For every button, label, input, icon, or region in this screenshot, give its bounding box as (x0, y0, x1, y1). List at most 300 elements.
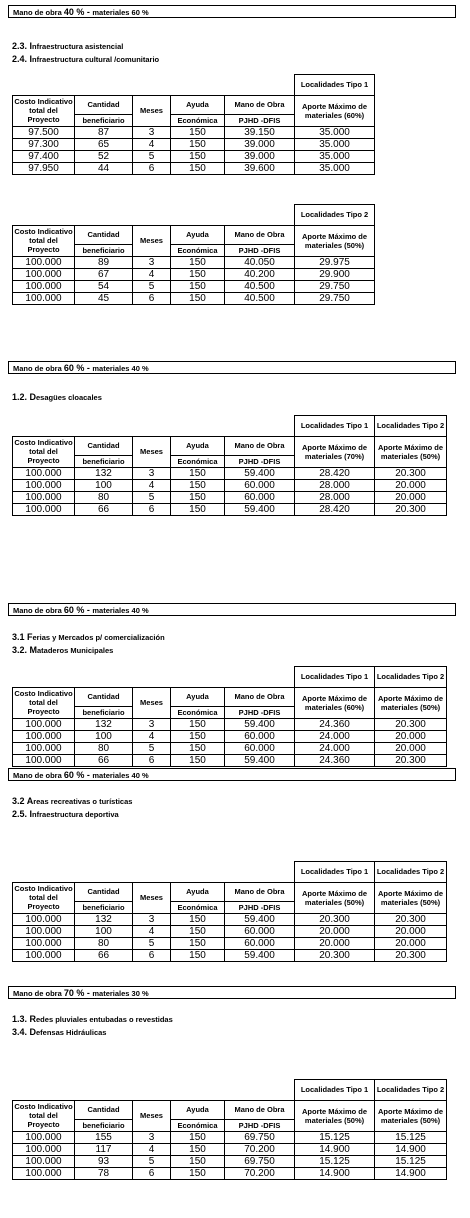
col-costo-header: Costo Indicativo total del Proyecto (14, 1102, 73, 1129)
col-aporte-header: Aporte Máximo de materiales (60%) (295, 687, 375, 718)
table-cell: 150 (171, 467, 225, 479)
header-labor-percent: 40 % - (63, 7, 93, 17)
table-cell: 150 (171, 937, 225, 949)
table-cell: 20.300 (375, 718, 447, 730)
table-cell: 150 (171, 292, 225, 304)
table-cell: 78 (75, 1167, 133, 1179)
col-aporte-header: Aporte Máximo de materiales (60%) (295, 95, 375, 126)
subtitle-number: 2.4. (12, 54, 30, 64)
localidades-header: Localidades Tipo 1 (295, 862, 375, 883)
localidades-header: Localidades Tipo 2 (375, 667, 447, 688)
table-cell: 54 (75, 280, 133, 292)
table-cell: 150 (171, 138, 225, 150)
col-meses-header: Meses (133, 882, 171, 913)
col-mano-obra-header: Mano de Obra (225, 687, 295, 706)
data-table (12, 415, 447, 516)
section-header (8, 5, 456, 18)
table-cell: 3 (133, 126, 171, 138)
table-cell: 5 (133, 280, 171, 292)
subtitle-text: nfraestructura cultural /comunitario (32, 55, 160, 64)
table-cell: 150 (171, 913, 225, 925)
table-cell: 20.000 (375, 742, 447, 754)
table-cell: 24.000 (295, 730, 375, 742)
localidades-header: Localidades Tipo 1 (295, 667, 375, 688)
table-cell: 150 (171, 150, 225, 162)
table-cell: 40.200 (225, 268, 295, 280)
table-cell: 69.750 (225, 1131, 295, 1143)
header-row (13, 687, 447, 706)
table-cell: 14.900 (375, 1143, 447, 1155)
col-cantidad-header: Cantidad (75, 225, 133, 244)
table-cell: 29.900 (295, 268, 375, 280)
col-cantidad-header: Cantidad (75, 95, 133, 114)
table-cell: 89 (75, 256, 133, 268)
table-row (13, 138, 375, 150)
table-row (13, 503, 447, 515)
subtitle-number: 2.3. (12, 41, 30, 51)
table-cell: 45 (75, 292, 133, 304)
table-cell: 20.000 (375, 925, 447, 937)
table-cell: 150 (171, 162, 225, 174)
table-cell: 150 (171, 1167, 225, 1179)
table-cell: 59.400 (225, 718, 295, 730)
table-cell: 35.000 (295, 138, 375, 150)
localidades-row (13, 205, 375, 226)
table-row (13, 742, 447, 754)
col-cantidad-header: Cantidad (75, 687, 133, 706)
subtitle-text: esagües cloacales (36, 393, 102, 402)
subtitle-number: 3.2. (12, 645, 30, 655)
table-cell: 6 (133, 292, 171, 304)
table-row (13, 913, 447, 925)
col-pjhd-header: PJHD -DFIS (225, 706, 295, 718)
table-cell: 150 (171, 730, 225, 742)
table-cell: 100.000 (13, 491, 75, 503)
table-row (13, 1167, 447, 1179)
table-cell: 150 (171, 1131, 225, 1143)
table-cell: 29.975 (295, 256, 375, 268)
table-cell: 20.300 (295, 913, 375, 925)
header-labor-label: Mano de obra (13, 8, 64, 17)
section-subtitle (12, 808, 119, 821)
col-aporte-header: Aporte Máximo de materiales (50%) (375, 687, 447, 718)
header-labor-percent: 60 % - (63, 363, 93, 373)
table-cell: 15.125 (295, 1131, 375, 1143)
table-cell: 100.000 (13, 1143, 75, 1155)
col-mano-obra-header: Mano de Obra (225, 1100, 295, 1119)
table-cell: 4 (133, 1143, 171, 1155)
table-cell: 59.400 (225, 467, 295, 479)
subtitle-initial: D (29, 392, 37, 402)
table-cell: 150 (171, 1155, 225, 1167)
table-row (13, 1143, 447, 1155)
blank-cell (13, 1080, 295, 1101)
table-cell: 4 (133, 925, 171, 937)
subtitle-number: 1.2. (12, 392, 30, 402)
table-cell: 67 (75, 268, 133, 280)
section-subtitle (12, 40, 123, 53)
col-beneficiario-header: beneficiario (75, 244, 133, 256)
table-cell: 3 (133, 256, 171, 268)
table-cell: 3 (133, 1131, 171, 1143)
table-cell: 60.000 (225, 479, 295, 491)
table-row (13, 479, 447, 491)
header-row (13, 436, 447, 455)
table-cell: 132 (75, 467, 133, 479)
table-cell: 100.000 (13, 730, 75, 742)
subtitle-text: ataderos Municipales (37, 646, 114, 655)
table-cell: 100.000 (13, 256, 75, 268)
subtitle-number: 3.1 (12, 632, 28, 642)
table-cell: 150 (171, 742, 225, 754)
table-cell: 97.400 (13, 150, 75, 162)
subtitle-number: 3.2 (12, 796, 27, 806)
table-cell: 100.000 (13, 1131, 75, 1143)
table-cell: 150 (171, 479, 225, 491)
col-costo-header: Costo Indicativo total del Proyecto (14, 884, 73, 911)
table-cell: 5 (133, 937, 171, 949)
table-cell: 155 (75, 1131, 133, 1143)
col-economica-header: Económica (171, 244, 225, 256)
col-meses-header: Meses (133, 95, 171, 126)
section-subtitle (12, 631, 165, 644)
localidades-header: Localidades Tipo 2 (375, 862, 447, 883)
header-row (13, 1100, 447, 1119)
table-cell: 5 (133, 1155, 171, 1167)
table-cell: 28.000 (295, 479, 375, 491)
col-meses-header: Meses (133, 436, 171, 467)
col-cantidad-header: Cantidad (75, 436, 133, 455)
table-cell: 66 (75, 754, 133, 766)
table-cell: 28.420 (295, 503, 375, 515)
table-cell: 87 (75, 126, 133, 138)
localidades-header: Localidades Tipo 1 (295, 1080, 375, 1101)
col-aporte-header: Aporte Máximo de materiales (50%) (375, 1100, 447, 1131)
subtitle-initial: I (29, 54, 33, 64)
col-meses-header: Meses (133, 1100, 171, 1131)
header-labor-percent: 60 % - (63, 770, 93, 780)
table-row (13, 126, 375, 138)
table-cell: 150 (171, 925, 225, 937)
col-ayuda-header: Ayuda (171, 687, 225, 706)
col-meses-header: Meses (133, 687, 171, 718)
blank-cell (13, 205, 295, 226)
table-cell: 24.000 (295, 742, 375, 754)
table-cell: 6 (133, 754, 171, 766)
table-cell: 97.300 (13, 138, 75, 150)
table-cell: 20.000 (375, 491, 447, 503)
table-cell: 20.000 (295, 925, 375, 937)
section-subtitle (12, 391, 102, 404)
table-cell: 150 (171, 1143, 225, 1155)
table-cell: 39.000 (225, 150, 295, 162)
table-cell: 20.300 (375, 949, 447, 961)
blank-cell (13, 862, 295, 883)
table-cell: 4 (133, 479, 171, 491)
header-labor-label: Mano de obra (13, 771, 64, 780)
col-beneficiario-header: beneficiario (75, 114, 133, 126)
table-cell: 150 (171, 718, 225, 730)
table-cell: 150 (171, 268, 225, 280)
data-table (12, 666, 447, 767)
table-cell: 117 (75, 1143, 133, 1155)
table-cell: 20.300 (295, 949, 375, 961)
table-cell: 66 (75, 949, 133, 961)
section-subtitle (12, 1013, 173, 1026)
col-costo-header: Costo Indicativo total del Proyecto (14, 438, 73, 465)
table-cell: 80 (75, 742, 133, 754)
table-row (13, 937, 447, 949)
data-table (12, 861, 447, 962)
table-cell: 39.600 (225, 162, 295, 174)
table-cell: 132 (75, 718, 133, 730)
col-aporte-header: Aporte Máximo de materiales (50%) (375, 882, 447, 913)
header-labor-label: Mano de obra (13, 989, 64, 998)
table-cell: 29.750 (295, 292, 375, 304)
col-ayuda-header: Ayuda (171, 882, 225, 901)
table-cell: 3 (133, 467, 171, 479)
section-subtitle (12, 53, 159, 66)
table-cell: 70.200 (225, 1143, 295, 1155)
table-cell: 100.000 (13, 718, 75, 730)
blank-cell (13, 667, 295, 688)
header-row (13, 882, 447, 901)
header-labor-percent: 60 % - (63, 605, 93, 615)
table-cell: 100.000 (13, 937, 75, 949)
table-cell: 150 (171, 256, 225, 268)
subtitle-number: 2.5. (12, 809, 30, 819)
table-cell: 14.900 (295, 1143, 375, 1155)
table-cell: 15.125 (295, 1155, 375, 1167)
table-cell: 35.000 (295, 162, 375, 174)
table-row (13, 292, 375, 304)
subtitle-initial: R (29, 1014, 37, 1024)
table-cell: 66 (75, 503, 133, 515)
section-header (8, 603, 456, 616)
table-cell: 39.000 (225, 138, 295, 150)
subtitle-initial: I (29, 809, 33, 819)
table-cell: 28.000 (295, 491, 375, 503)
table-cell: 100.000 (13, 913, 75, 925)
table-cell: 100.000 (13, 280, 75, 292)
table-cell: 150 (171, 126, 225, 138)
col-mano-obra-header: Mano de Obra (225, 882, 295, 901)
table-row (13, 150, 375, 162)
col-aporte-header: Aporte Máximo de materiales (70%) (295, 436, 375, 467)
col-beneficiario-header: beneficiario (75, 1119, 133, 1131)
header-row (13, 95, 375, 114)
table-cell: 24.360 (295, 718, 375, 730)
table-cell: 20.300 (375, 503, 447, 515)
localidades-header: Localidades Tipo 2 (295, 205, 375, 226)
header-materials-label: materiales 40 % (92, 364, 149, 373)
localidades-row (13, 75, 375, 96)
header-labor-percent: 70 % - (63, 988, 93, 998)
table-cell: 60.000 (225, 491, 295, 503)
col-aporte-header: Aporte Máximo de materiales (50%) (295, 882, 375, 913)
col-ayuda-header: Ayuda (171, 1100, 225, 1119)
table-cell: 28.420 (295, 467, 375, 479)
table-cell: 29.750 (295, 280, 375, 292)
data-table (12, 204, 375, 305)
table-cell: 150 (171, 280, 225, 292)
table-row (13, 1131, 447, 1143)
subtitle-initial: F (27, 632, 33, 642)
header-materials-label: materiales 40 % (92, 771, 149, 780)
table-cell: 6 (133, 162, 171, 174)
table-row (13, 280, 375, 292)
table-cell: 65 (75, 138, 133, 150)
table-cell: 6 (133, 503, 171, 515)
table-cell: 100.000 (13, 292, 75, 304)
col-beneficiario-header: beneficiario (75, 706, 133, 718)
table-row (13, 162, 375, 174)
table-cell: 20.000 (375, 937, 447, 949)
table-cell: 69.750 (225, 1155, 295, 1167)
subtitle-initial: M (29, 645, 38, 655)
table-cell: 80 (75, 937, 133, 949)
table-cell: 100 (75, 479, 133, 491)
table-cell: 35.000 (295, 126, 375, 138)
table-cell: 100.000 (13, 479, 75, 491)
table-cell: 100.000 (13, 503, 75, 515)
table-row (13, 754, 447, 766)
section-subtitle (12, 1026, 106, 1039)
table-cell: 5 (133, 491, 171, 503)
col-costo-header: Costo Indicativo total del Proyecto (14, 689, 73, 716)
col-economica-header: Económica (171, 901, 225, 913)
header-row (13, 225, 375, 244)
table-cell: 150 (171, 949, 225, 961)
table-cell: 4 (133, 268, 171, 280)
col-economica-header: Económica (171, 455, 225, 467)
table-cell: 20.000 (375, 730, 447, 742)
header-labor-label: Mano de obra (13, 606, 64, 615)
localidades-row (13, 862, 447, 883)
col-cantidad-header: Cantidad (75, 882, 133, 901)
table-cell: 100.000 (13, 268, 75, 280)
table-cell: 40.050 (225, 256, 295, 268)
header-materials-label: materiales 60 % (92, 8, 149, 17)
subtitle-initial: A (26, 796, 34, 806)
table-cell: 24.360 (295, 754, 375, 766)
table-cell: 40.500 (225, 280, 295, 292)
table-cell: 52 (75, 150, 133, 162)
blank-cell (13, 416, 295, 437)
subtitle-number: 3.4. (12, 1027, 30, 1037)
table-cell: 35.000 (295, 150, 375, 162)
table-cell: 100.000 (13, 1167, 75, 1179)
data-table (12, 1079, 447, 1180)
table-cell: 40.500 (225, 292, 295, 304)
header-labor-label: Mano de obra (13, 364, 64, 373)
col-pjhd-header: PJHD -DFIS (225, 244, 295, 256)
col-ayuda-header: Ayuda (171, 95, 225, 114)
table-row (13, 1155, 447, 1167)
subtitle-number: 1.3. (12, 1014, 30, 1024)
subtitle-text: erias y Mercados p/ comercialización (32, 633, 165, 642)
section-header (8, 361, 456, 374)
table-row (13, 268, 375, 280)
table-cell: 100 (75, 730, 133, 742)
subtitle-text: nfraestructura asistencial (32, 42, 124, 51)
table-cell: 60.000 (225, 730, 295, 742)
section-subtitle (12, 644, 113, 657)
table-cell: 4 (133, 138, 171, 150)
col-aporte-header: Aporte Máximo de materiales (50%) (295, 1100, 375, 1131)
col-aporte-header: Aporte Máximo de materiales (50%) (295, 225, 375, 256)
table-row (13, 949, 447, 961)
header-materials-label: materiales 40 % (92, 606, 149, 615)
col-meses-header: Meses (133, 225, 171, 256)
subtitle-text: reas recreativas o turísticas (33, 797, 133, 806)
table-cell: 44 (75, 162, 133, 174)
table-cell: 15.125 (375, 1131, 447, 1143)
localidades-header: Localidades Tipo 2 (375, 1080, 447, 1101)
col-economica-header: Económica (171, 114, 225, 126)
col-cantidad-header: Cantidad (75, 1100, 133, 1119)
table-cell: 100.000 (13, 925, 75, 937)
table-cell: 20.000 (375, 479, 447, 491)
table-cell: 60.000 (225, 937, 295, 949)
table-cell: 39.150 (225, 126, 295, 138)
col-ayuda-header: Ayuda (171, 436, 225, 455)
table-cell: 5 (133, 742, 171, 754)
table-cell: 132 (75, 913, 133, 925)
table-cell: 93 (75, 1155, 133, 1167)
table-row (13, 718, 447, 730)
table-cell: 150 (171, 491, 225, 503)
col-mano-obra-header: Mano de Obra (225, 225, 295, 244)
table-cell: 14.900 (375, 1167, 447, 1179)
localidades-row (13, 667, 447, 688)
table-cell: 3 (133, 913, 171, 925)
table-cell: 4 (133, 730, 171, 742)
col-pjhd-header: PJHD -DFIS (225, 114, 295, 126)
table-cell: 20.300 (375, 913, 447, 925)
section-subtitle (12, 795, 132, 808)
col-mano-obra-header: Mano de Obra (225, 436, 295, 455)
col-ayuda-header: Ayuda (171, 225, 225, 244)
col-pjhd-header: PJHD -DFIS (225, 1119, 295, 1131)
col-economica-header: Económica (171, 1119, 225, 1131)
table-cell: 100 (75, 925, 133, 937)
table-cell: 59.400 (225, 503, 295, 515)
localidades-header: Localidades Tipo 1 (295, 416, 375, 437)
subtitle-initial: D (29, 1027, 37, 1037)
table-row (13, 730, 447, 742)
col-economica-header: Económica (171, 706, 225, 718)
col-mano-obra-header: Mano de Obra (225, 95, 295, 114)
subtitle-initial: I (29, 41, 33, 51)
data-table (12, 74, 375, 175)
section-header (8, 986, 456, 999)
table-cell: 6 (133, 1167, 171, 1179)
col-aporte-header: Aporte Máximo de materiales (50%) (375, 436, 447, 467)
localidades-row (13, 1080, 447, 1101)
table-cell: 14.900 (295, 1167, 375, 1179)
table-cell: 5 (133, 150, 171, 162)
table-cell: 60.000 (225, 925, 295, 937)
section-header (8, 768, 456, 781)
table-row (13, 467, 447, 479)
table-cell: 97.950 (13, 162, 75, 174)
table-cell: 59.400 (225, 913, 295, 925)
localidades-row (13, 416, 447, 437)
table-cell: 97.500 (13, 126, 75, 138)
col-beneficiario-header: beneficiario (75, 901, 133, 913)
header-materials-label: materiales 30 % (92, 989, 149, 998)
